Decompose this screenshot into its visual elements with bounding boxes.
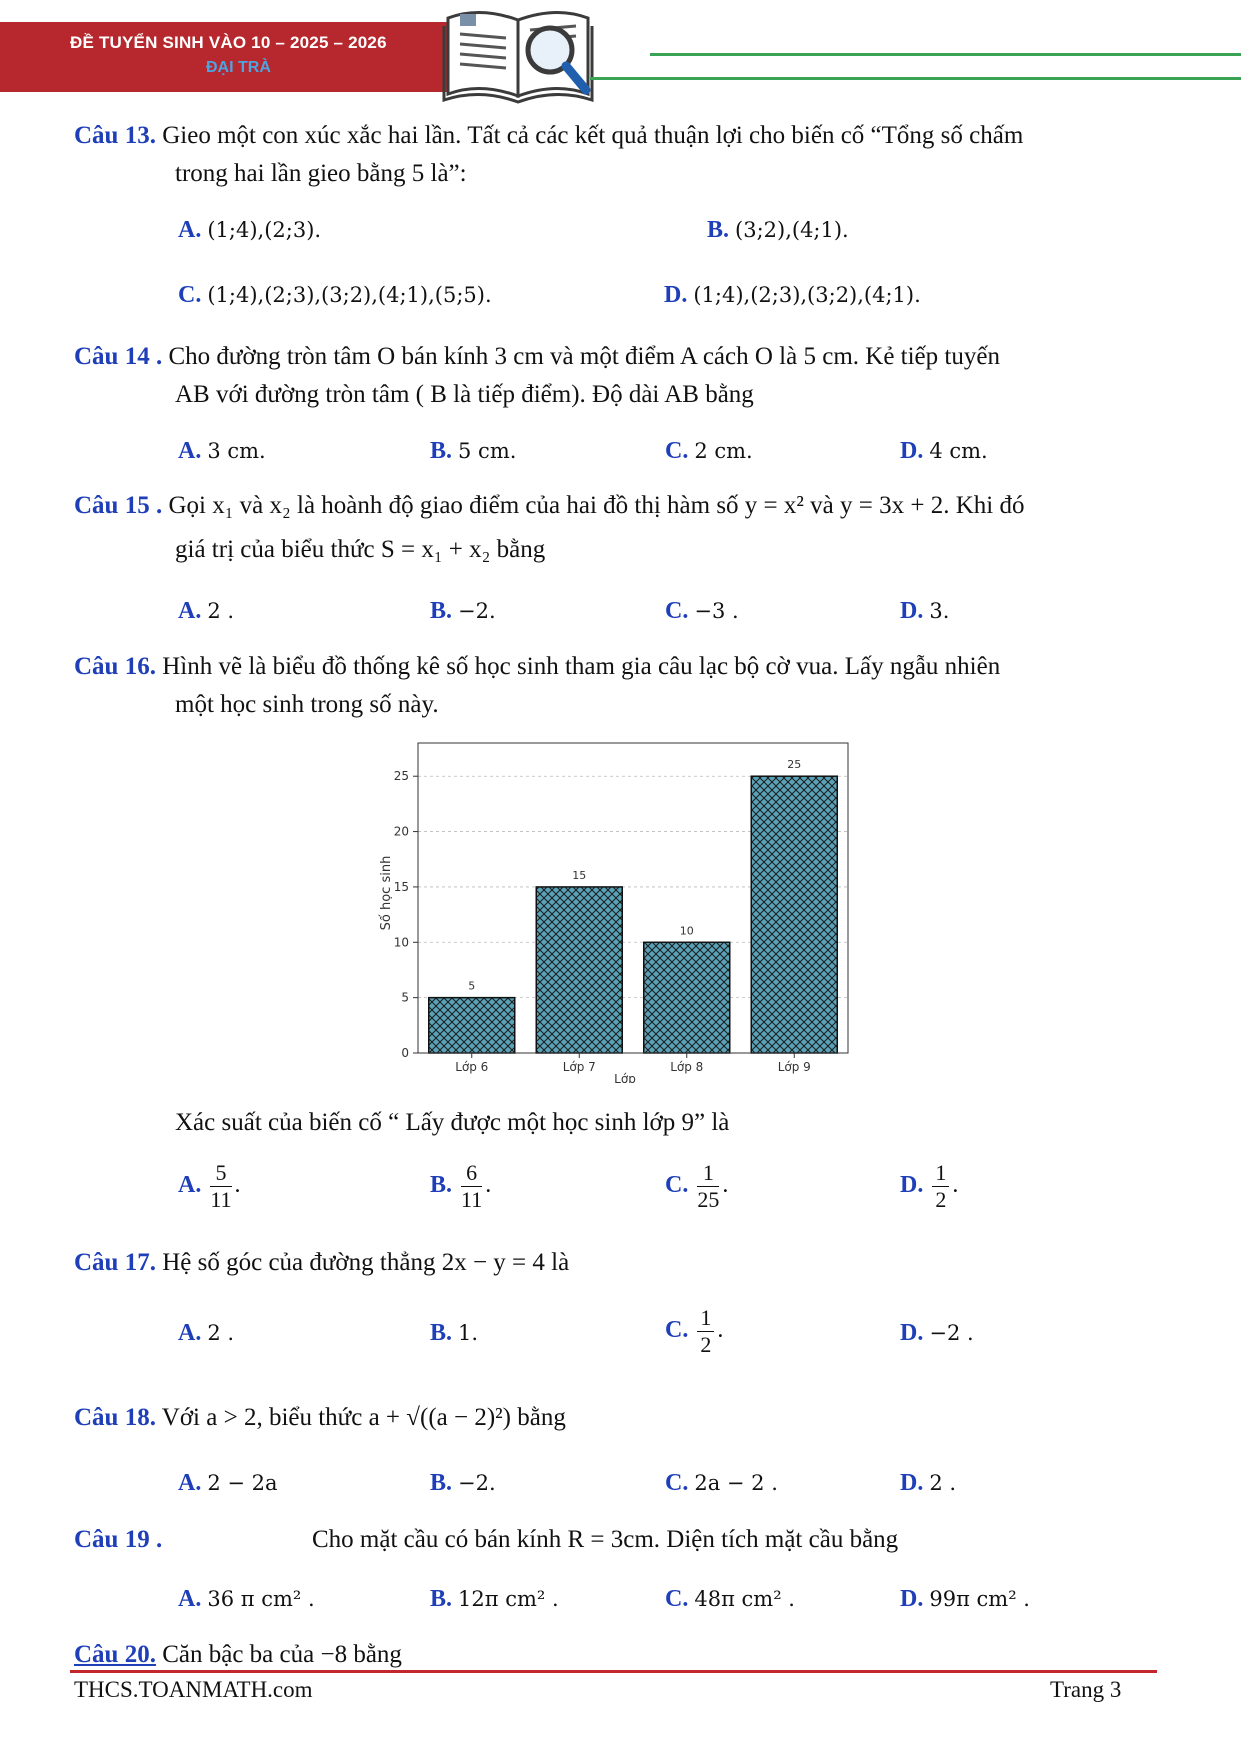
option-tail: . (485, 1172, 492, 1199)
option-label: A. (178, 438, 202, 464)
option-label: B. (430, 1172, 453, 1199)
q19-option-b (430, 1584, 559, 1614)
q17-option-d (900, 1318, 974, 1348)
chart-y-tick-label: 5 (401, 990, 409, 1005)
option-text: −2. (458, 599, 496, 623)
option-label: D. (900, 438, 924, 464)
option-label: D. (900, 1586, 924, 1612)
q15-option-c (665, 596, 739, 626)
chart-data-label: 15 (572, 868, 587, 882)
q18-option-b (430, 1468, 496, 1498)
question-16-probability-text: Xác suất của biến cố “ Lấy được một học sinh lớp 9” là (175, 1109, 730, 1136)
q18-option-c (665, 1468, 778, 1498)
fraction (210, 1160, 231, 1213)
q15-option-d (900, 596, 949, 626)
denominator: 11 (461, 1187, 483, 1212)
option-text: −3 . (694, 599, 739, 623)
option-label: D. (900, 1172, 924, 1199)
chart-data-label: 10 (679, 924, 694, 938)
q15-option-b (430, 596, 496, 626)
header-banner (0, 22, 455, 92)
option-tail: . (717, 1317, 724, 1344)
q19-option-c (665, 1584, 795, 1614)
question-14-line2 (175, 380, 754, 410)
header-title: ĐỀ TUYỂN SINH VÀO 10 – 2025 – 2026 (70, 33, 387, 52)
option-tail: . (234, 1172, 241, 1199)
q14-option-d (900, 436, 988, 466)
chart-data-label: 25 (787, 758, 802, 772)
question-19-line1 (312, 1525, 898, 1555)
option-label: D. (900, 1470, 924, 1496)
question-18-text: Với a > 2, biểu thức a + √((a − 2)²) bằng (161, 1404, 566, 1431)
q17-option-a (178, 1318, 234, 1348)
denominator: 2 (935, 1187, 947, 1212)
question-15-line1 (74, 491, 1024, 521)
option-text: 3. (929, 599, 950, 623)
option-text: (1;4),(2;3),(3;2),(4;1),(5;5). (207, 283, 492, 307)
option-label: D. (900, 1320, 924, 1346)
option-label: C. (665, 1317, 689, 1344)
header-rule-bottom (590, 77, 1241, 80)
option-label: D. (900, 598, 924, 624)
option-label: B. (430, 1320, 453, 1346)
q17-option-c (665, 1305, 723, 1358)
q17-option-b (430, 1318, 478, 1348)
option-label: B. (430, 598, 453, 624)
option-label: A. (178, 1470, 202, 1496)
option-text: 4 cm. (929, 439, 988, 463)
question-14-line1 (74, 342, 1000, 372)
chart-bar (751, 776, 837, 1053)
option-label: C. (665, 1470, 689, 1496)
q16-option-a (178, 1160, 241, 1213)
question-13-text: Gieo một con xúc xắc hai lần. Tất cả các kết quả thuận lợi cho biến cố “Tổng số chấm (162, 122, 1024, 149)
chart-x-tick-label: Lớp 6 (455, 1060, 489, 1074)
question-16-line2 (175, 690, 439, 720)
question-20-text: Căn bậc ba của −8 bằng (162, 1641, 402, 1668)
option-text: 5 cm. (458, 439, 517, 463)
option-text: (1;4),(2;3). (207, 218, 322, 242)
q14-option-b (430, 436, 516, 466)
option-label: B. (430, 438, 453, 464)
denominator: 2 (700, 1332, 712, 1357)
denominator: 11 (210, 1187, 232, 1212)
question-14-label: Câu 14 . (74, 343, 163, 370)
question-16-line3 (175, 1108, 729, 1138)
option-text: 2 . (207, 1321, 235, 1345)
bar-chart (360, 738, 860, 1083)
q18-option-d (900, 1468, 956, 1498)
fraction (697, 1160, 719, 1213)
option-label: C. (665, 438, 689, 464)
q13-option-b (707, 215, 849, 245)
question-15-text-cont: giá trị của biểu thức S = x₁ + x₂ bằng (175, 536, 546, 563)
option-text: 36 π cm² . (207, 1587, 315, 1611)
question-13-text-cont: trong hai lần gieo bằng 5 là”: (175, 160, 467, 187)
chart-bar (536, 887, 622, 1053)
chart-y-tick-label: 0 (401, 1046, 409, 1060)
option-label: C. (665, 1586, 689, 1612)
header-subtitle: ĐẠI TRÀ (206, 59, 271, 76)
question-15-line2 (175, 535, 545, 565)
chart-y-axis-label: Số học sinh (379, 855, 394, 931)
q14-option-c (665, 436, 753, 466)
option-label: C. (178, 282, 202, 308)
fraction (697, 1305, 714, 1358)
question-13-label: Câu 13. (74, 122, 156, 149)
q13-option-d (664, 280, 921, 310)
q19-option-d (900, 1584, 1030, 1614)
question-15-text: Gọi x₁ và x₂ là hoành độ giao điểm của hai đồ thị hàm số y = x² và y = 3x + 2. Khi đó (168, 492, 1025, 519)
question-13-line2 (175, 159, 467, 189)
chart-y-tick-label: 25 (393, 769, 409, 784)
question-18-line1 (74, 1403, 566, 1433)
option-label: A. (178, 1320, 202, 1346)
option-tail: . (952, 1172, 959, 1199)
footer-page-number: Trang 3 (1050, 1677, 1122, 1702)
chart-x-axis-label: Lớp (614, 1072, 636, 1083)
question-17-label: Câu 17. (74, 1249, 156, 1276)
question-19-label: Câu 19 . (74, 1526, 163, 1553)
chart-y-tick-label: 20 (393, 824, 409, 839)
option-text: 2 . (929, 1471, 957, 1495)
chart-x-tick-label: Lớp 9 (777, 1060, 811, 1074)
option-label: C. (665, 598, 689, 624)
question-16-text: Hình vẽ là biểu đồ thống kê số học sinh tham gia câu lạc bộ cờ vua. Lấy ngẫu nhiên (162, 653, 1001, 680)
numerator: 1 (697, 1160, 719, 1187)
option-label: A. (178, 598, 202, 624)
chart-x-tick-label: Lớp 7 (562, 1060, 596, 1074)
numerator: 5 (210, 1160, 231, 1187)
q16-option-d (900, 1160, 958, 1213)
question-16-label: Câu 16. (74, 653, 156, 680)
option-text: 99π cm² . (929, 1587, 1030, 1611)
option-text: 2 . (207, 599, 235, 623)
numerator: 1 (932, 1160, 949, 1187)
book-magnifier-icon (440, 0, 600, 105)
footer-rule (70, 1670, 1157, 1673)
q14-option-a (178, 436, 266, 466)
option-label: A. (178, 217, 202, 243)
fraction (461, 1160, 482, 1213)
q16-option-b (430, 1160, 491, 1213)
option-text: 2 cm. (694, 439, 753, 463)
option-tail: . (722, 1172, 729, 1199)
question-16-line1 (74, 652, 1000, 682)
option-label: C. (665, 1172, 689, 1199)
option-text: −2. (458, 1471, 496, 1495)
option-label: A. (178, 1586, 202, 1612)
q18-option-a (178, 1468, 278, 1498)
numerator: 1 (697, 1305, 714, 1332)
q15-option-a (178, 596, 234, 626)
chart-data-label: 5 (468, 979, 476, 993)
option-text: (3;2),(4;1). (735, 218, 849, 242)
question-18-label: Câu 18. (74, 1404, 156, 1431)
option-text: 12π cm² . (458, 1587, 559, 1611)
header-rule-top (650, 53, 1241, 56)
chart-y-tick-label: 10 (393, 935, 409, 950)
option-label: B. (707, 217, 730, 243)
chart-x-tick-label: Lớp 8 (670, 1060, 704, 1074)
question-17-line1 (74, 1248, 569, 1278)
option-text: 1. (458, 1321, 479, 1345)
question-17-text: Hệ số góc của đường thẳng 2x − y = 4 là (162, 1249, 570, 1276)
footer-site: THCS.TOANMATH.com (74, 1677, 313, 1702)
option-text: 3 cm. (207, 439, 266, 463)
option-text: −2 . (929, 1321, 974, 1345)
q13-option-c (178, 280, 492, 310)
option-label: A. (178, 1172, 202, 1199)
chart-y-tick-label: 15 (393, 879, 409, 894)
q16-option-c (665, 1160, 728, 1213)
chart-bar (644, 942, 730, 1053)
question-20-line1 (74, 1640, 402, 1670)
option-label: D. (664, 282, 688, 308)
question-19-text: Cho mặt cầu có bán kính R = 3cm. Diện tích mặt cầu bằng (312, 1526, 899, 1553)
option-text: 48π cm² . (694, 1587, 795, 1611)
question-19-label-line (74, 1525, 162, 1555)
denominator: 25 (697, 1187, 720, 1212)
numerator: 6 (461, 1160, 482, 1187)
question-13-line1 (74, 121, 1023, 151)
option-label: B. (430, 1470, 453, 1496)
q19-option-a (178, 1584, 315, 1614)
fraction (932, 1160, 949, 1213)
option-text: 2a − 2 . (694, 1471, 778, 1495)
option-text: 2 − 2a (207, 1471, 278, 1495)
question-14-text-cont: AB với đường tròn tâm ( B là tiếp điểm). Độ dài AB bằng (175, 381, 754, 408)
question-14-text: Cho đường tròn tâm O bán kính 3 cm và một điểm A cách O là 5 cm. Kẻ tiếp tuyến (168, 343, 1000, 370)
question-15-label: Câu 15 . (74, 492, 163, 519)
q13-option-a (178, 215, 321, 245)
question-20-label: Câu 20. (74, 1641, 156, 1668)
question-16-text-cont: một học sinh trong số này. (175, 691, 439, 718)
option-text: (1;4),(2;3),(3;2),(4;1). (693, 283, 921, 307)
option-label: B. (430, 1586, 453, 1612)
chart-bar (429, 998, 515, 1053)
